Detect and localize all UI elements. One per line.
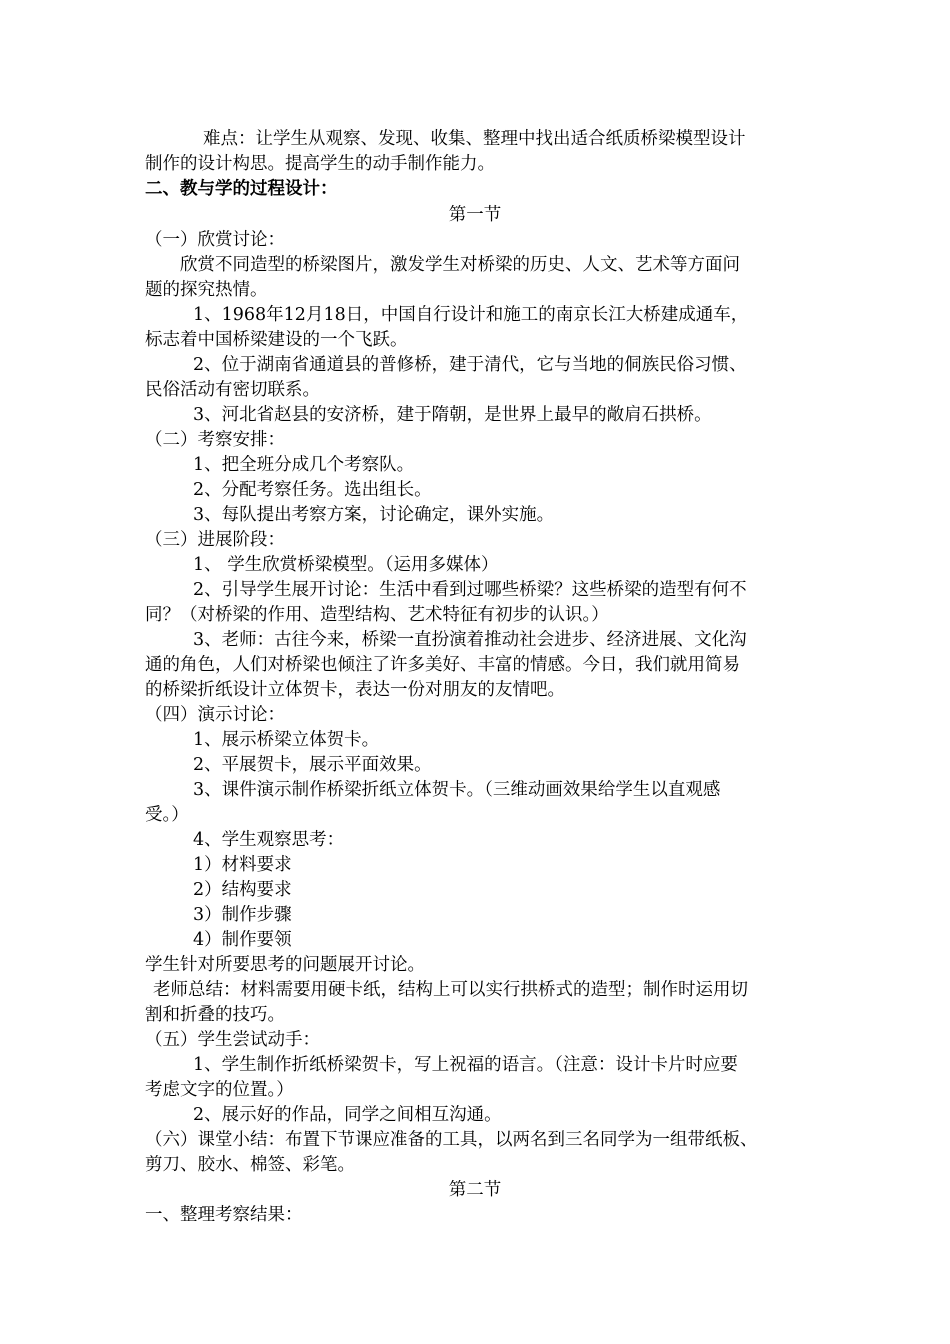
text-line: 学生针对所要思考的问题展开讨论。 [145, 955, 425, 975]
text-line: 3、每队提出考察方案，讨论确定，课外实施。 [193, 505, 555, 525]
text-line: 3、河北省赵县的安济桥，建于隋朝，是世界上最早的敞肩石拱桥。 [193, 405, 712, 425]
text-line: 3、老师：古往今来，桥梁一直扮演着推动社会进步、经济进展、文化沟 [193, 630, 747, 650]
list-item: 4）制作要领 [193, 930, 292, 950]
text-line: 题的探究热情。 [145, 280, 268, 300]
section-heading: 一、整理考察结果： [145, 1205, 303, 1225]
text-line: 标志着中国桥梁建设的一个飞跃。 [145, 330, 408, 350]
text-line: 割和折叠的技巧。 [145, 1005, 285, 1025]
text-line: 考虑文字的位置。） [145, 1080, 294, 1100]
text-line: 欣赏不同造型的桥梁图片，激发学生对桥梁的历史、人文、艺术等方面问 [180, 255, 740, 275]
list-item: 2）结构要求 [193, 880, 292, 900]
lesson-heading: 第一节 [448, 205, 502, 225]
text-line: 2、展示好的作品，同学之间相互沟通。 [193, 1105, 502, 1125]
text-line: 1、 学生欣赏桥梁模型。（运用多媒体） [193, 555, 499, 575]
subsection-heading: （五）学生尝试动手： [145, 1030, 320, 1050]
text-line: 剪刀、胶水、棉签、彩笔。 [145, 1155, 355, 1175]
text-line: 1、1968年12月18日，中国自行设计和施工的南京长江大桥建成通车， [193, 305, 749, 325]
text-line: 2、分配考察任务。选出组长。 [193, 480, 432, 500]
text-line: 受。） [145, 805, 189, 825]
text-line: 2、平展贺卡，展示平面效果。 [193, 755, 432, 775]
lesson-heading: 第二节 [448, 1180, 502, 1200]
subsection-heading: （四）演示讨论： [145, 705, 285, 725]
text-line: 2、引导学生展开讨论：生活中看到过哪些桥梁？这些桥梁的造型有何不 [193, 580, 747, 600]
text-line: 1、学生制作折纸桥梁贺卡，写上祝福的语言。（注意：设计卡片时应要 [193, 1055, 738, 1075]
text-line: 1、展示桥梁立体贺卡。 [193, 730, 380, 750]
subsection-heading: （二）考察安排： [145, 430, 285, 450]
text-line: 同？（对桥梁的作用、造型结构、艺术特征有初步的认识。） [145, 605, 609, 625]
text-line: 通的角色，人们对桥梁也倾注了许多美好、丰富的情感。今日，我们就用简易 [145, 655, 740, 675]
subsection-heading: （六）课堂小结：布置下节课应准备的工具，以两名到三名同学为一组带纸板、 [145, 1130, 758, 1150]
text-line: 4、学生观察思考： [193, 830, 345, 850]
text-line: 难点：让学生从观察、发现、收集、整理中找出适合纸质桥梁模型设计 [203, 129, 746, 149]
text-line: 老师总结：材料需要用硬卡纸，结构上可以实行拱桥式的造型；制作时运用切 [153, 980, 748, 1000]
text-line: 2、位于湖南省通道县的普修桥，建于清代，它与当地的侗族民俗习惯、 [193, 355, 747, 375]
list-item: 3）制作步骤 [193, 905, 292, 925]
subsection-heading: （一）欣赏讨论： [145, 230, 285, 250]
text-line: 民俗活动有密切联系。 [145, 380, 320, 400]
text-line: 3、课件演示制作桥梁折纸立体贺卡。（三维动画效果给学生以直观感 [193, 780, 721, 800]
subsection-heading: （三）进展阶段： [145, 530, 285, 550]
section-heading: 二、教与学的过程设计： [145, 179, 338, 199]
text-line: 的桥梁折纸设计立体贺卡，表达一份对朋友的友情吧。 [145, 680, 565, 700]
text-line: 1、把全班分成几个考察队。 [193, 455, 415, 475]
list-item: 1）材料要求 [193, 855, 292, 875]
text-line: 制作的设计构思。提高学生的动手制作能力。 [145, 154, 495, 174]
